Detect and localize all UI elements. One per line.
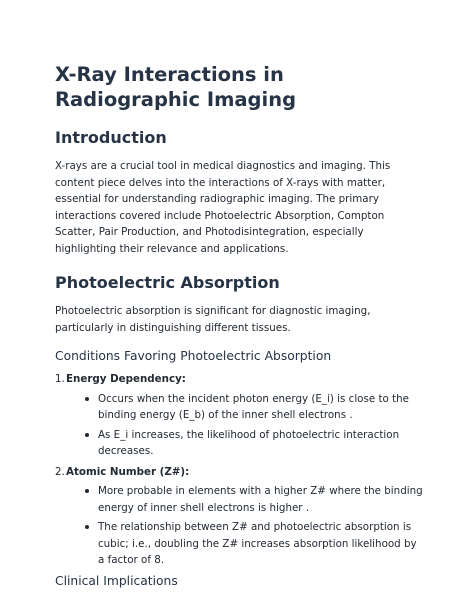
bullet-item xyxy=(85,519,425,569)
list-number: 2. xyxy=(55,465,65,478)
bullet-text: As E_i increases, the likelihood of photoelectric interaction decreases. xyxy=(98,428,400,457)
list-number: 1. xyxy=(55,373,65,385)
document-title: X-Ray Interactions in Radiographic Imaging xyxy=(55,63,297,111)
bullet-item xyxy=(85,427,425,460)
bullet-text: The relationship between Z# and photoelectric absorption is cubic; i.e., doubling the Z# increases absorption likelihood by a factor of 8. xyxy=(98,521,417,566)
conditions-heading: Conditions Favoring Photoelectric Absorption xyxy=(55,349,332,363)
list-item-atomic-number xyxy=(55,464,425,569)
introduction-paragraph: X-rays are a crucial tool in medical diagnostics and imaging. This content piece delves into the interactions of X-rays with matter, essential for understanding radiographic imaging. The primary interactions covered include Photoelectric Absorption, Compton Scatter, Pair Production, and Photodisintegration, especially highlighting their relevance and applications. xyxy=(55,160,391,255)
photoelectric-heading: Photoelectric Absorption xyxy=(55,273,280,292)
clinical-implications-heading: Clinical Implications xyxy=(55,573,178,588)
bullet-item xyxy=(85,391,425,424)
list-item-label: Atomic Number (Z#): xyxy=(66,465,190,478)
photoelectric-paragraph: Photoelectric absorption is significant for diagnostic imaging, particularly in distinguishing different tissues. xyxy=(55,305,371,334)
bullet-dot-icon xyxy=(85,525,89,529)
bullet-item xyxy=(85,483,425,516)
bullet-dot-icon xyxy=(85,433,89,437)
list-item-energy-dependency xyxy=(55,371,425,460)
sub-list xyxy=(66,391,425,460)
document-page xyxy=(55,62,425,590)
bullet-dot-icon xyxy=(85,397,89,401)
bullet-text: More probable in elements with a higher Z# where the binding energy of inner shell electrons is higher . xyxy=(98,485,423,514)
bullet-dot-icon xyxy=(85,489,89,493)
list-item-label: Energy Dependency: xyxy=(66,373,186,385)
bullet-text: Occurs when the incident photon energy (E_i) is close to the binding energy (E_b) of the inner shell electrons . xyxy=(98,392,409,421)
introduction-heading: Introduction xyxy=(55,128,167,147)
sub-list xyxy=(66,483,425,569)
conditions-list xyxy=(55,371,425,569)
